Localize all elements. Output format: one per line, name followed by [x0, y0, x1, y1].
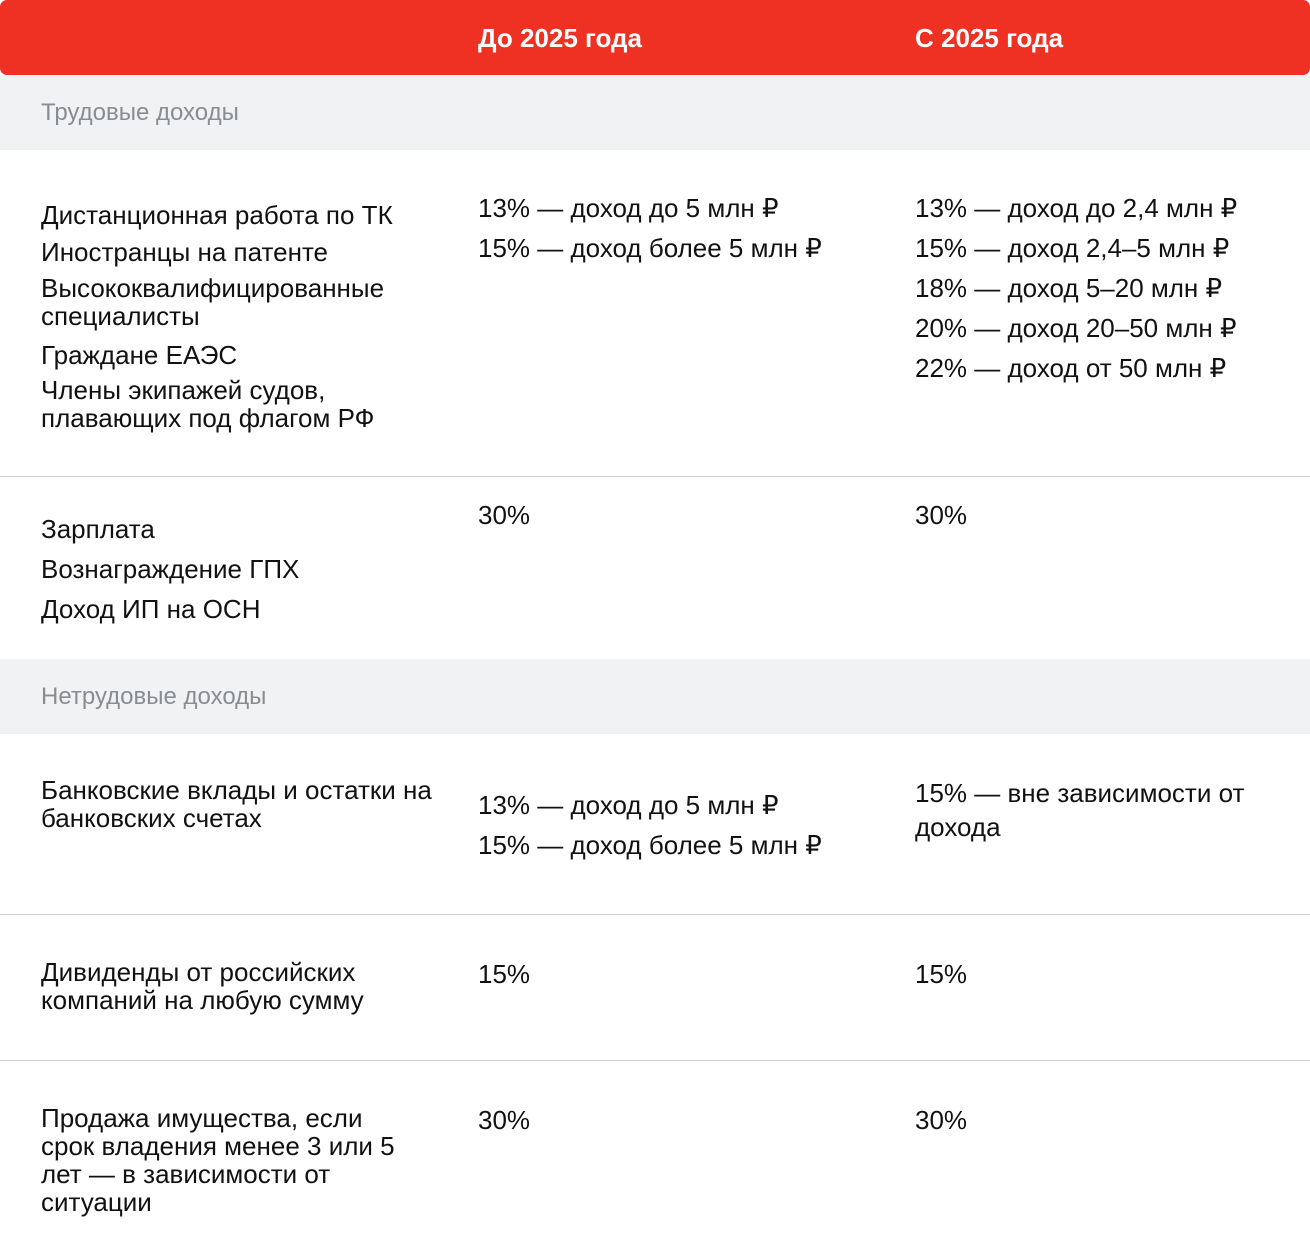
rate-before-cell: [478, 954, 878, 994]
rate-after-cell: [915, 495, 1305, 535]
rate-line: 15% — доход более 5 млн ₽: [478, 233, 822, 263]
rate-line: 18% — доход 5–20 млн ₽: [915, 273, 1223, 303]
rate-after-cell: [915, 776, 1245, 844]
rate-before-cell: [478, 188, 878, 268]
category-item: Продажа имущества, если срок владения менее 3 или 5 лет — в зависимости от ситуации: [41, 1103, 395, 1217]
category-item: Банковские вклады и остатки на банковских счетах: [41, 775, 432, 833]
rate-line: 15% — доход 2,4–5 млн ₽: [915, 233, 1230, 263]
category-item: Доход ИП на ОСН: [41, 594, 261, 624]
table-header: [0, 0, 1310, 75]
row-divider: [0, 914, 1310, 915]
category-item: Граждане ЕАЭС: [41, 340, 238, 370]
rate-line: 30%: [478, 1105, 531, 1135]
row-category-cell: [41, 200, 441, 432]
column-header-from-2025: С 2025 года: [915, 23, 1064, 53]
rate-before-cell: [478, 1100, 878, 1140]
category-item: Зарплата: [41, 514, 155, 544]
rate-after-cell: [915, 1100, 1305, 1140]
column-header-before-2025: До 2025 года: [478, 23, 642, 53]
rate-line: 15%: [478, 959, 531, 989]
rate-line: 22% — доход от 50 млн ₽: [915, 353, 1227, 383]
category-item: Иностранцы на патенте: [41, 237, 329, 267]
rate-after-cell: [915, 954, 1305, 994]
rate-line: 30%: [478, 500, 531, 530]
section-title: Трудовые доходы: [41, 99, 239, 126]
category-item: Члены экипажей судов, плавающих под флагом РФ: [41, 375, 375, 433]
section-nonlabor-income: [0, 659, 1310, 734]
row-divider: [0, 476, 1310, 477]
rate-line: 13% — доход до 2,4 млн ₽: [915, 193, 1238, 223]
row-category-cell: [41, 509, 441, 629]
category-item: Дивиденды от российских компаний на любую сумму: [41, 957, 364, 1015]
category-item: Вознаграждение ГПХ: [41, 554, 300, 584]
rate-line: 20% — доход 20–50 млн ₽: [915, 313, 1237, 343]
rate-before-cell: [478, 785, 878, 865]
rate-after-cell: [915, 188, 1305, 388]
row-category-cell: [41, 958, 411, 1014]
rate-line: 13% — доход до 5 млн ₽: [478, 193, 779, 223]
rate-line: 30%: [915, 1105, 968, 1135]
row-divider: [0, 1060, 1310, 1061]
rate-before-cell: [478, 495, 878, 535]
rate-line: 13% — доход до 5 млн ₽: [478, 790, 779, 820]
rate-line: 15% — доход более 5 млн ₽: [478, 830, 822, 860]
row-category-cell: [41, 1104, 416, 1216]
rate-line: 15%: [915, 959, 968, 989]
section-title: Нетрудовые доходы: [41, 683, 267, 710]
category-item: Дистанционная работа по ТК: [41, 200, 393, 230]
rate-line: 30%: [915, 500, 968, 530]
row-category-cell: [41, 776, 436, 832]
rate-line: 15% — вне зависимости от дохода: [915, 778, 1245, 842]
category-item: Высококвалифицированные специалисты: [41, 273, 385, 331]
section-labor-income: [0, 75, 1310, 150]
